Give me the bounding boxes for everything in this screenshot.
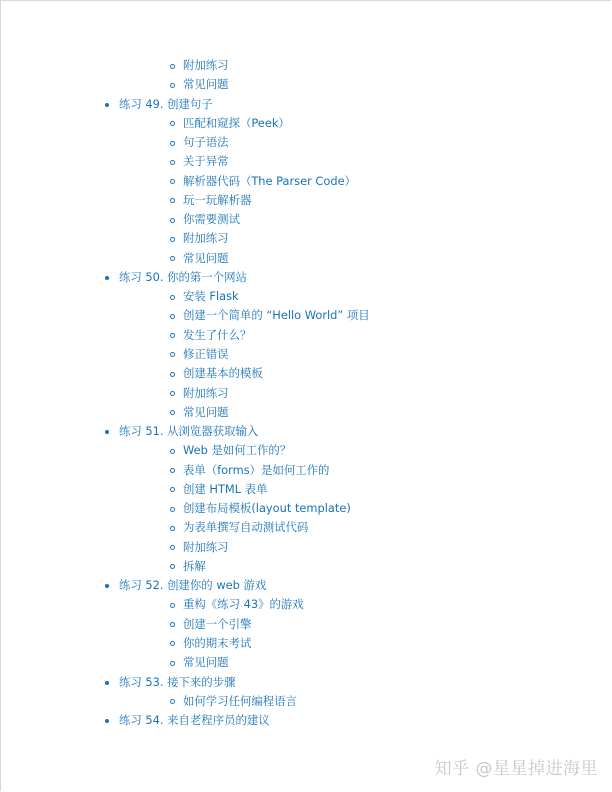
toc-section-link[interactable]: 修正错误 <box>183 346 229 361</box>
bullet-circle-icon <box>170 545 175 550</box>
toc-chapter-link[interactable]: 练习 52. 创建你的 web 游戏 <box>119 578 267 593</box>
bullet-circle-icon <box>170 507 175 512</box>
toc-section-item <box>0 461 612 480</box>
bullet-circle-icon <box>170 295 175 300</box>
bullet-circle-icon <box>170 83 175 88</box>
toc-section-item <box>0 306 612 325</box>
toc-section-item <box>0 345 612 364</box>
bullet-circle-icon <box>170 468 175 473</box>
bullet-circle-icon <box>170 198 175 203</box>
toc-section-item <box>0 403 612 422</box>
toc-section-link[interactable]: Web 是如何工作的？ <box>183 443 292 458</box>
bullet-disc-icon <box>105 719 109 723</box>
bullet-circle-icon <box>170 179 175 184</box>
toc-section-link[interactable]: 发生了什么？ <box>183 327 252 342</box>
toc-section-link[interactable]: 关于异常 <box>183 154 229 169</box>
toc-section-link[interactable]: 创建基本的模板 <box>183 366 263 381</box>
toc-section-item <box>0 210 612 229</box>
toc-section-link[interactable]: 附加练习 <box>183 385 229 400</box>
toc-chapter-item <box>0 576 612 595</box>
bullet-circle-icon <box>170 256 175 261</box>
toc-chapter-link[interactable]: 练习 53. 接下来的步骤 <box>119 674 236 689</box>
toc-section-item <box>0 56 612 75</box>
toc-section-link[interactable]: 创建一个简单的 “Hello World” 项目 <box>183 308 370 323</box>
toc-section-item <box>0 441 612 460</box>
toc-chapter-item <box>0 673 612 692</box>
toc-section-item <box>0 152 612 171</box>
bullet-circle-icon <box>170 564 175 569</box>
bullet-circle-icon <box>170 352 175 357</box>
toc-chapter-link[interactable]: 练习 49. 创建句子 <box>119 96 213 111</box>
bullet-circle-icon <box>170 622 175 627</box>
toc-chapter-link[interactable]: 练习 54. 来自老程序员的建议 <box>119 713 270 728</box>
toc-section-item <box>0 287 612 306</box>
bullet-disc-icon <box>105 276 109 280</box>
toc-section-link[interactable]: 常见问题 <box>183 250 229 265</box>
toc-section-link[interactable]: 句子语法 <box>183 135 229 150</box>
bullet-disc-icon <box>105 430 109 434</box>
toc-section-link[interactable]: 附加练习 <box>183 58 229 72</box>
toc-section-item <box>0 615 612 634</box>
toc-section-item <box>0 653 612 672</box>
toc-chapter-item <box>0 711 612 730</box>
bullet-circle-icon <box>170 449 175 454</box>
bullet-circle-icon <box>170 487 175 492</box>
toc-chapter-link[interactable]: 练习 50. 你的第一个网站 <box>119 269 247 284</box>
bullet-circle-icon <box>170 641 175 646</box>
bullet-disc-icon <box>105 681 109 685</box>
toc-section-item <box>0 692 612 711</box>
toc-section-item <box>0 480 612 499</box>
toc-section-item <box>0 595 612 614</box>
bullet-disc-icon <box>105 584 109 588</box>
zhihu-watermark: 知乎 @星星掉进海里 <box>434 759 598 779</box>
bullet-circle-icon <box>170 526 175 531</box>
toc-section-item <box>0 557 612 576</box>
bullet-disc-icon <box>105 103 109 107</box>
toc-section-item <box>0 249 612 268</box>
toc-section-link[interactable]: 创建布局模板(layout template) <box>183 501 351 516</box>
bullet-circle-icon <box>170 410 175 415</box>
toc-section-link[interactable]: 如何学习任何编程语言 <box>183 693 297 708</box>
toc-section-item <box>0 364 612 383</box>
toc-section-item <box>0 172 612 191</box>
toc-section-item <box>0 634 612 653</box>
toc-section-link[interactable]: 常见问题 <box>183 655 229 670</box>
bullet-circle-icon <box>170 372 175 377</box>
toc-section-link[interactable]: 重构《练习 43》的游戏 <box>183 597 304 612</box>
toc-section-item <box>0 229 612 248</box>
toc-section-item <box>0 114 612 133</box>
toc-section-link[interactable]: 附加练习 <box>183 231 229 246</box>
bullet-circle-icon <box>170 661 175 666</box>
toc-section-item <box>0 384 612 403</box>
toc-section-link[interactable]: 你需要测试 <box>183 212 240 227</box>
bullet-circle-icon <box>170 121 175 126</box>
toc-section-item <box>0 75 612 94</box>
bullet-circle-icon <box>170 391 175 396</box>
toc-section-item <box>0 518 612 537</box>
toc-section-link[interactable]: 拆解 <box>183 558 206 573</box>
toc-section-link[interactable]: 玩一玩解析器 <box>183 192 252 207</box>
bullet-circle-icon <box>170 141 175 146</box>
toc-section-link[interactable]: 为表单撰写自动测试代码 <box>183 520 309 535</box>
toc-section-link[interactable]: 匹配和窥探（Peek） <box>183 115 290 130</box>
table-of-contents <box>0 56 612 730</box>
toc-section-item <box>0 326 612 345</box>
bullet-circle-icon <box>170 699 175 704</box>
toc-section-link[interactable]: 创建 HTML 表单 <box>183 481 268 496</box>
toc-section-item <box>0 499 612 518</box>
bullet-circle-icon <box>170 603 175 608</box>
toc-section-link[interactable]: 表单（forms）是如何工作的 <box>183 462 330 477</box>
toc-section-link[interactable]: 创建一个引擎 <box>183 616 252 631</box>
bullet-circle-icon <box>170 64 175 69</box>
toc-section-link[interactable]: 安装 Flask <box>183 289 239 304</box>
bullet-circle-icon <box>170 218 175 223</box>
toc-chapter-item <box>0 422 612 441</box>
toc-section-link[interactable]: 解析器代码（The Parser Code） <box>183 173 356 188</box>
toc-chapter-item <box>0 95 612 114</box>
toc-section-link[interactable]: 常见问题 <box>183 404 229 419</box>
toc-chapter-item <box>0 268 612 287</box>
toc-section-link[interactable]: 你的期末考试 <box>183 635 252 650</box>
toc-section-item <box>0 133 612 152</box>
toc-section-item <box>0 191 612 210</box>
toc-section-link[interactable]: 常见问题 <box>183 77 229 92</box>
toc-section-item <box>0 538 612 557</box>
bullet-circle-icon <box>170 333 175 338</box>
bullet-circle-icon <box>170 160 175 165</box>
bullet-circle-icon <box>170 314 175 319</box>
bullet-circle-icon <box>170 237 175 242</box>
toc-chapter-link[interactable]: 练习 51. 从浏览器获取输入 <box>119 424 259 439</box>
toc-section-link[interactable]: 附加练习 <box>183 539 229 554</box>
